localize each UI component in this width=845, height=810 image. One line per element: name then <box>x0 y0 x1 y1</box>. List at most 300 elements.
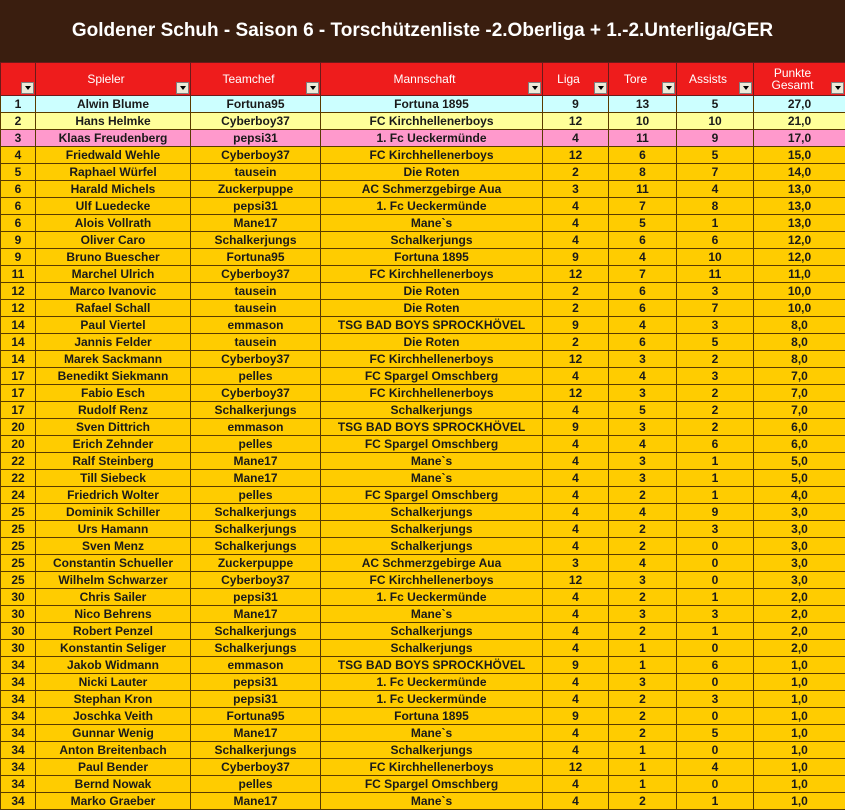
cell-rank: 4 <box>1 147 36 164</box>
cell-team: FC Spargel Omschberg <box>321 368 543 385</box>
cell-rank: 25 <box>1 572 36 589</box>
cell-assists: 0 <box>677 538 754 555</box>
table-row <box>1 317 845 334</box>
cell-team: Die Roten <box>321 334 543 351</box>
cell-points: 5,0 <box>754 453 845 470</box>
cell-goals: 2 <box>609 487 677 504</box>
cell-rank: 17 <box>1 385 36 402</box>
cell-assists: 1 <box>677 623 754 640</box>
cell-league: 4 <box>543 215 609 232</box>
cell-assists: 3 <box>677 606 754 623</box>
cell-rank: 20 <box>1 419 36 436</box>
table-row <box>1 215 845 232</box>
cell-rank: 25 <box>1 504 36 521</box>
cell-rank: 24 <box>1 487 36 504</box>
cell-player: Gunnar Wenig <box>36 725 191 742</box>
cell-player: Ralf Steinberg <box>36 453 191 470</box>
cell-player: Jakob Widmann <box>36 657 191 674</box>
cell-manager: pepsi31 <box>191 691 321 708</box>
cell-goals: 2 <box>609 538 677 555</box>
cell-rank: 30 <box>1 623 36 640</box>
filter-dropdown-icon[interactable] <box>662 82 675 94</box>
cell-assists: 8 <box>677 198 754 215</box>
cell-rank: 34 <box>1 776 36 793</box>
cell-assists: 5 <box>677 725 754 742</box>
cell-points: 7,0 <box>754 402 845 419</box>
cell-rank: 22 <box>1 453 36 470</box>
cell-points: 8,0 <box>754 351 845 368</box>
table-row <box>1 368 845 385</box>
cell-team: Mane`s <box>321 606 543 623</box>
cell-team: Mane`s <box>321 215 543 232</box>
cell-team: Fortuna 1895 <box>321 96 543 113</box>
cell-player: Marek Sackmann <box>36 351 191 368</box>
cell-rank: 17 <box>1 368 36 385</box>
cell-manager: Cyberboy37 <box>191 572 321 589</box>
cell-points: 1,0 <box>754 742 845 759</box>
header-assists <box>677 63 754 96</box>
filter-dropdown-icon[interactable] <box>21 82 34 94</box>
header-league <box>543 63 609 96</box>
cell-manager: tausein <box>191 334 321 351</box>
cell-goals: 4 <box>609 436 677 453</box>
cell-assists: 9 <box>677 130 754 147</box>
cell-rank: 25 <box>1 521 36 538</box>
cell-player: Rudolf Renz <box>36 402 191 419</box>
cell-team: Schalkerjungs <box>321 640 543 657</box>
cell-goals: 1 <box>609 640 677 657</box>
cell-player: Marco Ivanovic <box>36 283 191 300</box>
cell-assists: 1 <box>677 470 754 487</box>
cell-points: 1,0 <box>754 708 845 725</box>
cell-league: 4 <box>543 589 609 606</box>
cell-league: 9 <box>543 249 609 266</box>
cell-manager: Mane17 <box>191 470 321 487</box>
cell-manager: Schalkerjungs <box>191 402 321 419</box>
cell-manager: Zuckerpuppe <box>191 181 321 198</box>
cell-team: 1. Fc Ueckermünde <box>321 130 543 147</box>
cell-rank: 34 <box>1 657 36 674</box>
cell-manager: tausein <box>191 283 321 300</box>
cell-points: 10,0 <box>754 300 845 317</box>
cell-league: 2 <box>543 164 609 181</box>
cell-manager: pepsi31 <box>191 674 321 691</box>
cell-goals: 2 <box>609 623 677 640</box>
table-row <box>1 113 845 130</box>
cell-goals: 1 <box>609 742 677 759</box>
cell-assists: 1 <box>677 453 754 470</box>
cell-assists: 4 <box>677 181 754 198</box>
cell-league: 9 <box>543 657 609 674</box>
header-player <box>36 63 191 96</box>
cell-assists: 1 <box>677 487 754 504</box>
cell-points: 2,0 <box>754 640 845 657</box>
cell-goals: 3 <box>609 606 677 623</box>
cell-assists: 5 <box>677 334 754 351</box>
table-body <box>1 96 845 810</box>
cell-player: Friedrich Wolter <box>36 487 191 504</box>
page-title: Goldener Schuh - Saison 6 - Torschützenliste -2.Oberliga + 1.-2.Unterliga/GER <box>0 0 845 62</box>
cell-points: 1,0 <box>754 793 845 810</box>
cell-assists: 0 <box>677 742 754 759</box>
cell-manager: Fortuna95 <box>191 708 321 725</box>
cell-player: Dominik Schiller <box>36 504 191 521</box>
cell-manager: pepsi31 <box>191 589 321 606</box>
cell-points: 12,0 <box>754 249 845 266</box>
cell-player: Friedwald Wehle <box>36 147 191 164</box>
table-row <box>1 249 845 266</box>
cell-rank: 9 <box>1 249 36 266</box>
cell-assists: 1 <box>677 793 754 810</box>
cell-assists: 1 <box>677 589 754 606</box>
cell-team: AC Schmerzgebirge Aua <box>321 181 543 198</box>
cell-player: Oliver Caro <box>36 232 191 249</box>
cell-player: Alois Vollrath <box>36 215 191 232</box>
cell-points: 13,0 <box>754 181 845 198</box>
cell-league: 4 <box>543 674 609 691</box>
cell-manager: pelles <box>191 368 321 385</box>
cell-player: Anton Breitenbach <box>36 742 191 759</box>
cell-player: Rafael Schall <box>36 300 191 317</box>
cell-player: Nico Behrens <box>36 606 191 623</box>
cell-manager: emmason <box>191 419 321 436</box>
table-row <box>1 691 845 708</box>
cell-league: 4 <box>543 776 609 793</box>
cell-player: Wilhelm Schwarzer <box>36 572 191 589</box>
cell-league: 2 <box>543 334 609 351</box>
cell-points: 4,0 <box>754 487 845 504</box>
cell-manager: pelles <box>191 487 321 504</box>
cell-league: 12 <box>543 266 609 283</box>
cell-assists: 5 <box>677 147 754 164</box>
cell-points: 13,0 <box>754 215 845 232</box>
cell-points: 27,0 <box>754 96 845 113</box>
table-row <box>1 266 845 283</box>
cell-player: Raphael Würfel <box>36 164 191 181</box>
cell-league: 9 <box>543 708 609 725</box>
cell-points: 7,0 <box>754 368 845 385</box>
cell-points: 2,0 <box>754 623 845 640</box>
cell-rank: 34 <box>1 759 36 776</box>
cell-team: Mane`s <box>321 725 543 742</box>
cell-rank: 25 <box>1 555 36 572</box>
cell-rank: 30 <box>1 589 36 606</box>
cell-goals: 2 <box>609 691 677 708</box>
cell-points: 1,0 <box>754 759 845 776</box>
cell-points: 8,0 <box>754 317 845 334</box>
cell-assists: 6 <box>677 436 754 453</box>
cell-rank: 12 <box>1 283 36 300</box>
cell-player: Constantin Schueller <box>36 555 191 572</box>
cell-team: 1. Fc Ueckermünde <box>321 589 543 606</box>
table-row <box>1 130 845 147</box>
cell-player: Klaas Freudenberg <box>36 130 191 147</box>
cell-points: 21,0 <box>754 113 845 130</box>
cell-goals: 10 <box>609 113 677 130</box>
cell-goals: 4 <box>609 504 677 521</box>
cell-league: 2 <box>543 283 609 300</box>
cell-manager: pelles <box>191 776 321 793</box>
cell-manager: Fortuna95 <box>191 249 321 266</box>
table-row <box>1 300 845 317</box>
cell-team: FC Kirchhellenerboys <box>321 759 543 776</box>
filter-dropdown-icon[interactable] <box>739 82 752 94</box>
table-row <box>1 385 845 402</box>
table-row <box>1 640 845 657</box>
cell-player: Alwin Blume <box>36 96 191 113</box>
cell-manager: Schalkerjungs <box>191 538 321 555</box>
table-row <box>1 725 845 742</box>
cell-points: 10,0 <box>754 283 845 300</box>
cell-goals: 3 <box>609 674 677 691</box>
cell-points: 1,0 <box>754 674 845 691</box>
cell-assists: 7 <box>677 164 754 181</box>
cell-team: Schalkerjungs <box>321 504 543 521</box>
cell-points: 6,0 <box>754 436 845 453</box>
cell-rank: 6 <box>1 215 36 232</box>
cell-assists: 0 <box>677 640 754 657</box>
cell-points: 11,0 <box>754 266 845 283</box>
cell-points: 2,0 <box>754 606 845 623</box>
cell-goals: 6 <box>609 283 677 300</box>
cell-team: Schalkerjungs <box>321 623 543 640</box>
cell-rank: 34 <box>1 793 36 810</box>
cell-goals: 1 <box>609 776 677 793</box>
cell-player: Bruno Buescher <box>36 249 191 266</box>
cell-player: Sven Dittrich <box>36 419 191 436</box>
cell-points: 2,0 <box>754 589 845 606</box>
cell-assists: 0 <box>677 572 754 589</box>
filter-dropdown-icon[interactable] <box>594 82 607 94</box>
table-row <box>1 334 845 351</box>
table-row <box>1 538 845 555</box>
cell-player: Paul Bender <box>36 759 191 776</box>
cell-team: Die Roten <box>321 300 543 317</box>
cell-manager: Schalkerjungs <box>191 640 321 657</box>
cell-assists: 3 <box>677 283 754 300</box>
cell-league: 4 <box>543 470 609 487</box>
cell-rank: 25 <box>1 538 36 555</box>
cell-assists: 2 <box>677 419 754 436</box>
cell-rank: 5 <box>1 164 36 181</box>
cell-goals: 4 <box>609 317 677 334</box>
cell-manager: pepsi31 <box>191 130 321 147</box>
cell-goals: 3 <box>609 351 677 368</box>
table-row <box>1 572 845 589</box>
cell-league: 4 <box>543 453 609 470</box>
cell-player: Joschka Veith <box>36 708 191 725</box>
cell-manager: Cyberboy37 <box>191 385 321 402</box>
table-row <box>1 96 845 113</box>
cell-manager: emmason <box>191 317 321 334</box>
cell-goals: 11 <box>609 130 677 147</box>
cell-goals: 2 <box>609 589 677 606</box>
cell-league: 4 <box>543 130 609 147</box>
cell-rank: 6 <box>1 181 36 198</box>
cell-assists: 11 <box>677 266 754 283</box>
cell-assists: 9 <box>677 504 754 521</box>
cell-player: Marchel Ulrich <box>36 266 191 283</box>
cell-player: Sven Menz <box>36 538 191 555</box>
cell-goals: 2 <box>609 793 677 810</box>
cell-goals: 13 <box>609 96 677 113</box>
cell-league: 2 <box>543 300 609 317</box>
cell-points: 3,0 <box>754 538 845 555</box>
cell-team: TSG BAD BOYS SPROCKHÖVEL <box>321 317 543 334</box>
table-row <box>1 623 845 640</box>
cell-league: 4 <box>543 606 609 623</box>
table-row <box>1 504 845 521</box>
cell-league: 4 <box>543 487 609 504</box>
cell-team: FC Kirchhellenerboys <box>321 385 543 402</box>
cell-goals: 3 <box>609 470 677 487</box>
cell-rank: 12 <box>1 300 36 317</box>
cell-team: Schalkerjungs <box>321 742 543 759</box>
table-row <box>1 453 845 470</box>
cell-points: 1,0 <box>754 725 845 742</box>
cell-player: Bernd Nowak <box>36 776 191 793</box>
cell-league: 4 <box>543 742 609 759</box>
cell-league: 12 <box>543 351 609 368</box>
cell-team: 1. Fc Ueckermünde <box>321 674 543 691</box>
cell-assists: 3 <box>677 521 754 538</box>
cell-rank: 14 <box>1 334 36 351</box>
header-points <box>754 63 845 96</box>
cell-rank: 2 <box>1 113 36 130</box>
cell-manager: Mane17 <box>191 453 321 470</box>
cell-points: 15,0 <box>754 147 845 164</box>
cell-goals: 4 <box>609 249 677 266</box>
cell-goals: 5 <box>609 215 677 232</box>
table-row <box>1 674 845 691</box>
cell-points: 1,0 <box>754 657 845 674</box>
cell-manager: pepsi31 <box>191 198 321 215</box>
cell-goals: 3 <box>609 453 677 470</box>
cell-league: 4 <box>543 198 609 215</box>
table-row <box>1 419 845 436</box>
cell-player: Stephan Kron <box>36 691 191 708</box>
cell-league: 4 <box>543 521 609 538</box>
table-row <box>1 198 845 215</box>
cell-player: Urs Hamann <box>36 521 191 538</box>
cell-points: 6,0 <box>754 419 845 436</box>
cell-league: 4 <box>543 640 609 657</box>
cell-goals: 5 <box>609 402 677 419</box>
table-row <box>1 436 845 453</box>
cell-assists: 6 <box>677 232 754 249</box>
cell-league: 12 <box>543 385 609 402</box>
table-row <box>1 555 845 572</box>
cell-manager: Schalkerjungs <box>191 232 321 249</box>
cell-team: Mane`s <box>321 470 543 487</box>
cell-league: 4 <box>543 538 609 555</box>
cell-assists: 4 <box>677 759 754 776</box>
cell-rank: 14 <box>1 317 36 334</box>
table-row <box>1 657 845 674</box>
cell-goals: 6 <box>609 147 677 164</box>
cell-player: Till Siebeck <box>36 470 191 487</box>
cell-player: Konstantin Seliger <box>36 640 191 657</box>
header-label: Liga <box>557 72 580 86</box>
cell-assists: 3 <box>677 691 754 708</box>
cell-points: 1,0 <box>754 691 845 708</box>
cell-team: Die Roten <box>321 283 543 300</box>
cell-points: 12,0 <box>754 232 845 249</box>
cell-assists: 3 <box>677 317 754 334</box>
cell-goals: 4 <box>609 368 677 385</box>
cell-rank: 3 <box>1 130 36 147</box>
cell-player: Robert Penzel <box>36 623 191 640</box>
cell-manager: Schalkerjungs <box>191 504 321 521</box>
filter-dropdown-icon[interactable] <box>831 82 844 94</box>
filter-dropdown-icon[interactable] <box>306 82 319 94</box>
cell-manager: Cyberboy37 <box>191 113 321 130</box>
table-row <box>1 606 845 623</box>
table-row <box>1 351 845 368</box>
cell-points: 1,0 <box>754 776 845 793</box>
cell-points: 17,0 <box>754 130 845 147</box>
cell-rank: 14 <box>1 351 36 368</box>
cell-rank: 34 <box>1 742 36 759</box>
table-row <box>1 181 845 198</box>
cell-points: 13,0 <box>754 198 845 215</box>
cell-league: 12 <box>543 113 609 130</box>
cell-player: Marko Graeber <box>36 793 191 810</box>
cell-manager: Cyberboy37 <box>191 351 321 368</box>
cell-points: 7,0 <box>754 385 845 402</box>
cell-manager: Mane17 <box>191 215 321 232</box>
cell-rank: 20 <box>1 436 36 453</box>
cell-player: Harald Michels <box>36 181 191 198</box>
table-row <box>1 776 845 793</box>
cell-manager: Schalkerjungs <box>191 623 321 640</box>
cell-team: FC Spargel Omschberg <box>321 776 543 793</box>
cell-team: AC Schmerzgebirge Aua <box>321 555 543 572</box>
cell-assists: 7 <box>677 300 754 317</box>
cell-league: 4 <box>543 436 609 453</box>
cell-player: Paul Viertel <box>36 317 191 334</box>
cell-league: 4 <box>543 725 609 742</box>
cell-league: 3 <box>543 181 609 198</box>
cell-goals: 8 <box>609 164 677 181</box>
cell-league: 4 <box>543 368 609 385</box>
filter-dropdown-icon[interactable] <box>176 82 189 94</box>
cell-rank: 30 <box>1 640 36 657</box>
cell-rank: 17 <box>1 402 36 419</box>
cell-team: FC Spargel Omschberg <box>321 487 543 504</box>
cell-goals: 2 <box>609 725 677 742</box>
cell-manager: Mane17 <box>191 725 321 742</box>
cell-team: Fortuna 1895 <box>321 249 543 266</box>
cell-rank: 22 <box>1 470 36 487</box>
filter-dropdown-icon[interactable] <box>528 82 541 94</box>
cell-rank: 1 <box>1 96 36 113</box>
cell-rank: 30 <box>1 606 36 623</box>
cell-assists: 1 <box>677 215 754 232</box>
cell-manager: Fortuna95 <box>191 96 321 113</box>
cell-team: 1. Fc Ueckermünde <box>321 198 543 215</box>
cell-goals: 6 <box>609 300 677 317</box>
cell-rank: 34 <box>1 691 36 708</box>
cell-manager: Cyberboy37 <box>191 147 321 164</box>
header-label: Assists <box>688 72 727 86</box>
cell-goals: 1 <box>609 657 677 674</box>
cell-rank: 34 <box>1 674 36 691</box>
cell-player: Jannis Felder <box>36 334 191 351</box>
table-row <box>1 742 845 759</box>
cell-goals: 7 <box>609 266 677 283</box>
cell-league: 12 <box>543 572 609 589</box>
